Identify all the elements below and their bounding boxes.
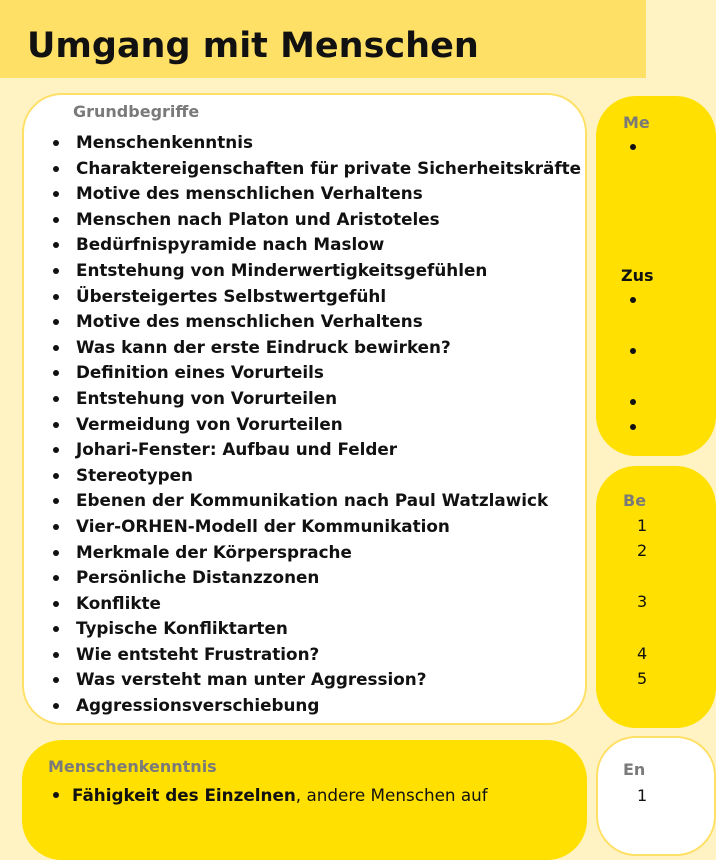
- list-number: 5: [637, 669, 648, 688]
- topic-item: Vermeidung von Vorurteilen: [52, 412, 581, 438]
- right-card-2: [596, 466, 716, 728]
- topic-item: Menschen nach Platon und Aristoteles: [52, 207, 581, 233]
- topic-item: Entstehung von Vorurteilen: [52, 386, 581, 412]
- topic-item: Ebenen der Kommunikation nach Paul Watzlawick: [52, 488, 581, 514]
- topic-item: Definition eines Vorurteils: [52, 360, 581, 386]
- right-card-2-title: Be: [623, 491, 647, 510]
- list-number: 1: [637, 516, 648, 535]
- topic-item: Charaktereigenschaften für private Sicherheitskräfte: [52, 156, 581, 182]
- topic-item: Merkmale der Körpersprache: [52, 540, 581, 566]
- list-number: 3: [637, 592, 648, 611]
- topic-item: Aggressionsverschiebung: [52, 693, 581, 719]
- topic-item: Motive des menschlichen Verhaltens: [52, 309, 581, 335]
- topic-item: Stereotypen: [52, 463, 581, 489]
- list-number: 4: [637, 644, 648, 663]
- topic-item: Wie entsteht Frustration?: [52, 642, 581, 668]
- bullet-dot: [630, 424, 636, 430]
- topic-item: Motive des menschlichen Verhaltens: [52, 181, 581, 207]
- bullet-dot: [630, 144, 636, 150]
- topic-item: Was kann der erste Eindruck bewirken?: [52, 335, 581, 361]
- topic-item: Johari-Fenster: Aufbau und Felder: [52, 437, 581, 463]
- right-card-3: [596, 736, 716, 856]
- bullet-dot: [630, 399, 636, 405]
- right-card-1-title: Me: [623, 113, 650, 132]
- menschenkenntnis-title: Menschenkenntnis: [48, 757, 217, 776]
- list-number: 2: [637, 541, 648, 560]
- topic-item: Entstehung von Minderwertigkeitsgefühlen: [52, 258, 581, 284]
- bullet-dot: [630, 297, 636, 303]
- grundbegriffe-list: [52, 130, 581, 719]
- page-title: Umgang mit Menschen: [27, 26, 479, 66]
- topic-item: Konflikte: [52, 591, 581, 617]
- topic-item: Übersteigertes Selbstwertgefühl: [52, 284, 581, 310]
- menschenkenntnis-bullet-bold: Fähigkeit des Einzelnen: [72, 785, 296, 805]
- list-number: 1: [637, 786, 648, 805]
- grundbegriffe-card: [22, 93, 587, 725]
- bullet-dot: [630, 348, 636, 354]
- topic-item: Menschenkenntnis: [52, 130, 581, 156]
- topic-item: Persönliche Distanzzonen: [52, 565, 581, 591]
- menschenkenntnis-card: [22, 740, 587, 860]
- right-card-1-subtitle: Zus: [621, 266, 654, 285]
- page-header: [0, 0, 646, 78]
- topic-item: Bedürfnispyramide nach Maslow: [52, 232, 581, 258]
- topic-item: Vier-ORHEN-Modell der Kommunikation: [52, 514, 581, 540]
- topic-item: Typische Konfliktarten: [52, 616, 581, 642]
- menschenkenntnis-bullet: [52, 783, 488, 807]
- right-card-3-title: En: [623, 760, 646, 779]
- grundbegriffe-title: Grundbegriffe: [73, 102, 200, 121]
- topic-item: Was versteht man unter Aggression?: [52, 667, 581, 693]
- menschenkenntnis-bullet-text: , andere Menschen auf: [295, 785, 488, 805]
- right-card-1: [596, 96, 716, 456]
